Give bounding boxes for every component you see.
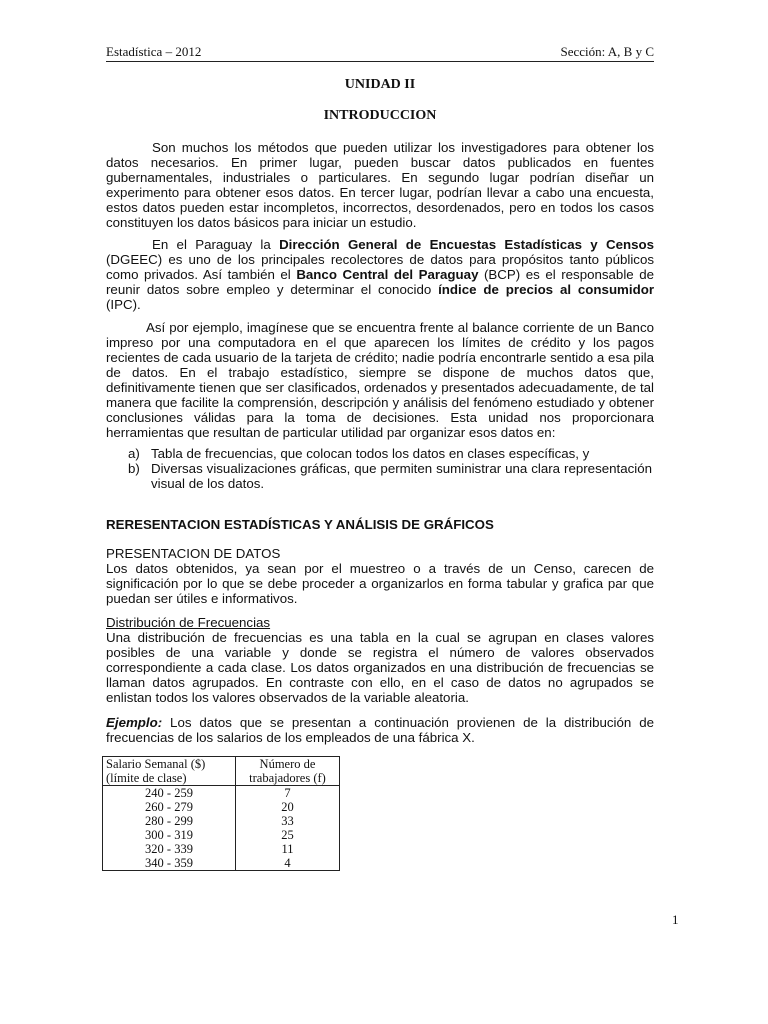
- table-row: [103, 842, 340, 856]
- frequency-table: [102, 756, 340, 871]
- dgeec-name: Dirección General de Encuestas Estadísticas y Censos: [279, 237, 654, 252]
- distribucion-paragraph: Una distribución de frecuencias es una tabla en la cual se agrupan en clases valores posibles de una variable y donde se registra el número de valores observados correspondiente a cada clase. Los datos organizados en una distribución de frecuencias se llaman datos agrupados. En contraste con ello, en el caso de datos no agrupados se enlistan todos los valores observados de la variable aleatoria.: [106, 630, 654, 705]
- ipc-name: índice de precios al consumidor: [438, 282, 654, 297]
- page-number: 1: [672, 912, 679, 927]
- class-cell: 300 - 319: [103, 828, 236, 842]
- frequency-cell: 4: [236, 856, 340, 871]
- table-row: [103, 856, 340, 871]
- table-row: [103, 800, 340, 814]
- intro-paragraph-2: En el Paraguay la Dirección General de Encuestas Estadísticas y Censos (DGEEC) es uno de los principales recolectores de datos para propósitos tanto públicos como privados. Así también el Banco Central del Paraguay (BCP) es el responsable de reunir datos sobre empleo y determinar el conocido índice de precios al consumidor (IPC).: [106, 237, 654, 312]
- table-row: [103, 828, 340, 842]
- presentacion-paragraph: Los datos obtenidos, ya sean por el muestreo o a través de un Censo, carecen de significación por lo que se debe proceder a organizarlos en forma tabular y grafica par que puedan ser útiles e informativos.: [106, 561, 654, 606]
- class-cell: 240 - 259: [103, 786, 236, 801]
- organize-list: [128, 446, 652, 491]
- intro-paragraph-3: Así por ejemplo, imagínese que se encuentra frente al balance corriente de un Banco impreso por una computadora en el que aparecen los límites de crédito y los pagos recientes de cada usuario de la tarjeta de crédito; nadie podría encontrarle sentido a esa pila de datos. En el trabajo estadístico, siempre se dispone de muchos datos que, definitivamente tienen que ser clasificados, ordenados y presentados adecuadamente, de tal manera que facilite la comprensión, descripción y análisis del fenómeno estudiado y obtener conclusiones válidas para la toma de decisiones. Esta unidad nos proporcionara herramientas que resultan de particular utilidad par organizar esos datos en:: [106, 320, 654, 440]
- frequency-cell: 7: [236, 786, 340, 801]
- list-item: a) Tabla de frecuencias, que colocan todos los datos en clases específicas, y: [128, 446, 590, 461]
- frequency-cell: 25: [236, 828, 340, 842]
- header-course: Estadística – 2012: [106, 44, 202, 59]
- column-header-salary: Salario Semanal ($) (límite de clase): [103, 757, 236, 786]
- unit-title: UNIDAD II: [344, 77, 416, 92]
- column-header-workers: Número de trabajadores (f): [236, 757, 340, 786]
- table-header-row: [103, 757, 340, 786]
- presentacion-heading: PRESENTACION DE DATOS: [106, 546, 281, 561]
- table-row: [103, 786, 340, 801]
- section-title: RERESENTACION ESTADÍSTICAS Y ANÁLISIS DE GRÁFICOS: [106, 517, 494, 532]
- class-cell: 340 - 359: [103, 856, 236, 871]
- ejemplo-paragraph: Ejemplo: Los datos que se presentan a continuación provienen de la distribución de frecuencias de los salarios de los empleados de una fábrica X.: [106, 715, 654, 745]
- ejemplo-label: Ejemplo:: [106, 715, 163, 730]
- page-header: [106, 44, 654, 62]
- bcp-name: Banco Central del Paraguay: [296, 267, 479, 282]
- frequency-cell: 11: [236, 842, 340, 856]
- frequency-cell: 20: [236, 800, 340, 814]
- distribucion-heading: Distribución de Frecuencias: [106, 615, 271, 630]
- frequency-cell: 33: [236, 814, 340, 828]
- class-cell: 260 - 279: [103, 800, 236, 814]
- intro-paragraph-1: Son muchos los métodos que pueden utilizar los investigadores para obtener los datos necesarios. En primer lugar, pueden buscar datos publicados en fuentes gubernamentales, industriales o particulares. En segundo lugar podrían diseñar un experimento para obtener esos datos. En tercer lugar, podrían llevar a cabo una encuesta, estos datos pueden estar incompletos, incorrectos, desordenados, pero en todos los casos constituyen los datos básicos para iniciar un estudio.: [106, 140, 654, 230]
- intro-title: INTRODUCCION: [323, 108, 437, 123]
- list-item: b) Diversas visualizaciones gráficas, que permiten suministrar una clara representación visual de los datos.: [128, 461, 652, 491]
- table-row: [103, 814, 340, 828]
- class-cell: 280 - 299: [103, 814, 236, 828]
- header-section: Sección: A, B y C: [560, 44, 654, 59]
- class-cell: 320 - 339: [103, 842, 236, 856]
